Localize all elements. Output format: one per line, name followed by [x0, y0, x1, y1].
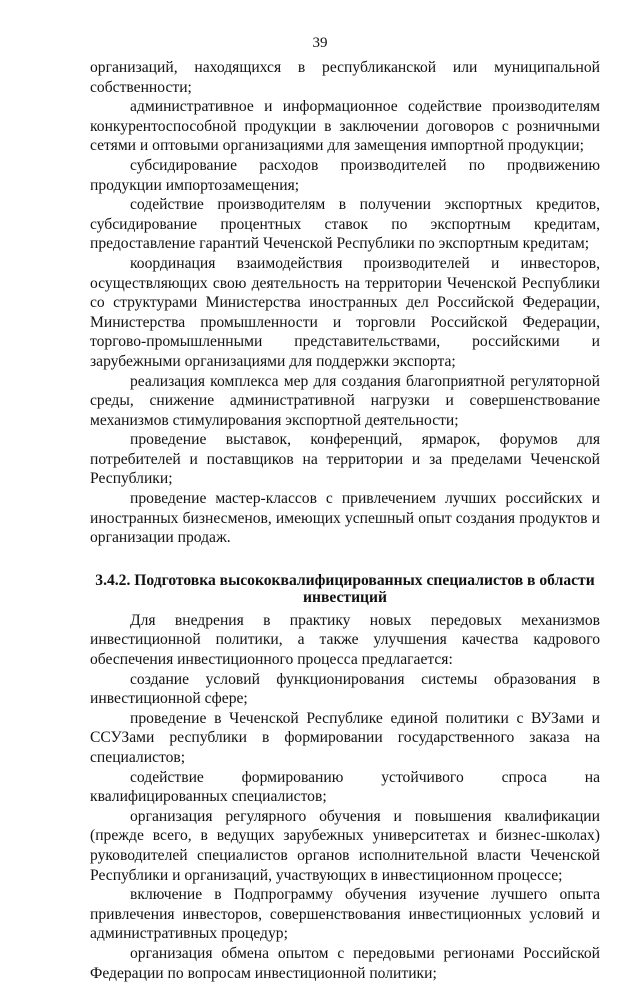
paragraph: создание условий функционирования системы образования в инвестиционной сфере;	[90, 670, 600, 708]
paragraph: организация обмена опытом с передовыми регионами Российской Федерации по вопросам инвестиционной политики;	[90, 944, 600, 982]
paragraph: субсидирование расходов производителей по продвижению продукции импортозамещения;	[90, 156, 600, 194]
paragraph: Для внедрения в практику новых передовых механизмов инвестиционной политики, а также улучшения качества кадрового обеспечения инвестиционного процесса предлагается:	[90, 611, 600, 669]
paragraph: координация взаимодействия производителей и инвесторов, осуществляющих свою деятельность на территории Чеченской Республики со структурами Министерства иностранных дел Российской Федерации, Министерства промышленности и торговли Российской Федерации, торгово-промышленными представительствами, российскими и зарубежными организациями для поддержки экспорта;	[90, 254, 600, 370]
paragraphs-after-section	[90, 611, 600, 983]
document-body	[90, 58, 600, 983]
paragraph: проведение мастер-классов с привлечением лучших российских и иностранных бизнесменов, имеющих успешный опыт создания продуктов и организации продаж.	[90, 490, 600, 547]
page-number: 39	[312, 35, 328, 51]
paragraph: организация регулярного обучения и повышения квалификации (прежде всего, в ведущих зарубежных университетах и бизнес-школах) руководителей специалистов органов исполнительной власти Чеченской Республики и организаций, участвующих в инвестиционном процессе;	[90, 807, 600, 884]
paragraph: реализация комплекса мер для создания благоприятной регуляторной среды, снижение административной нагрузки и совершенствование механизмов стимулирования экспортной деятельности;	[90, 372, 600, 429]
paragraph: включение в Подпрограмму обучения изучение лучшего опыта привлечения инвесторов, совершенствования инвестиционных условий и административных процедур;	[90, 886, 600, 943]
paragraphs-before-section	[90, 58, 600, 548]
section-heading: 3.4.2. Подготовка высококвалифицированных специалистов в области инвестиций	[95, 571, 595, 606]
paragraph: содействие производителям в получении экспортных кредитов, субсидирование процентных ставок по экспортным кредитам, предоставление гарантий Чеченской Республики по экспортным кредитам;	[90, 196, 600, 253]
paragraph: проведение в Чеченской Республике единой политики с ВУЗами и ССУЗами республики в формировании государственного заказа на специалистов;	[90, 709, 600, 766]
paragraph: административное и информационное содействие производителям конкурентоспособной продукции в заключении договоров с розничными сетями и оптовыми организациями для замещения импортной продукции;	[90, 98, 600, 155]
paragraph: проведение выставок, конференций, ярмарок, форумов для потребителей и поставщиков на территории и за пределами Чеченской Республики;	[90, 431, 600, 488]
paragraph: организаций, находящихся в республиканской или муниципальной собственности;	[90, 59, 600, 96]
paragraph: содействие формированию устойчивого спроса на квалифицированных специалистов;	[90, 768, 600, 806]
